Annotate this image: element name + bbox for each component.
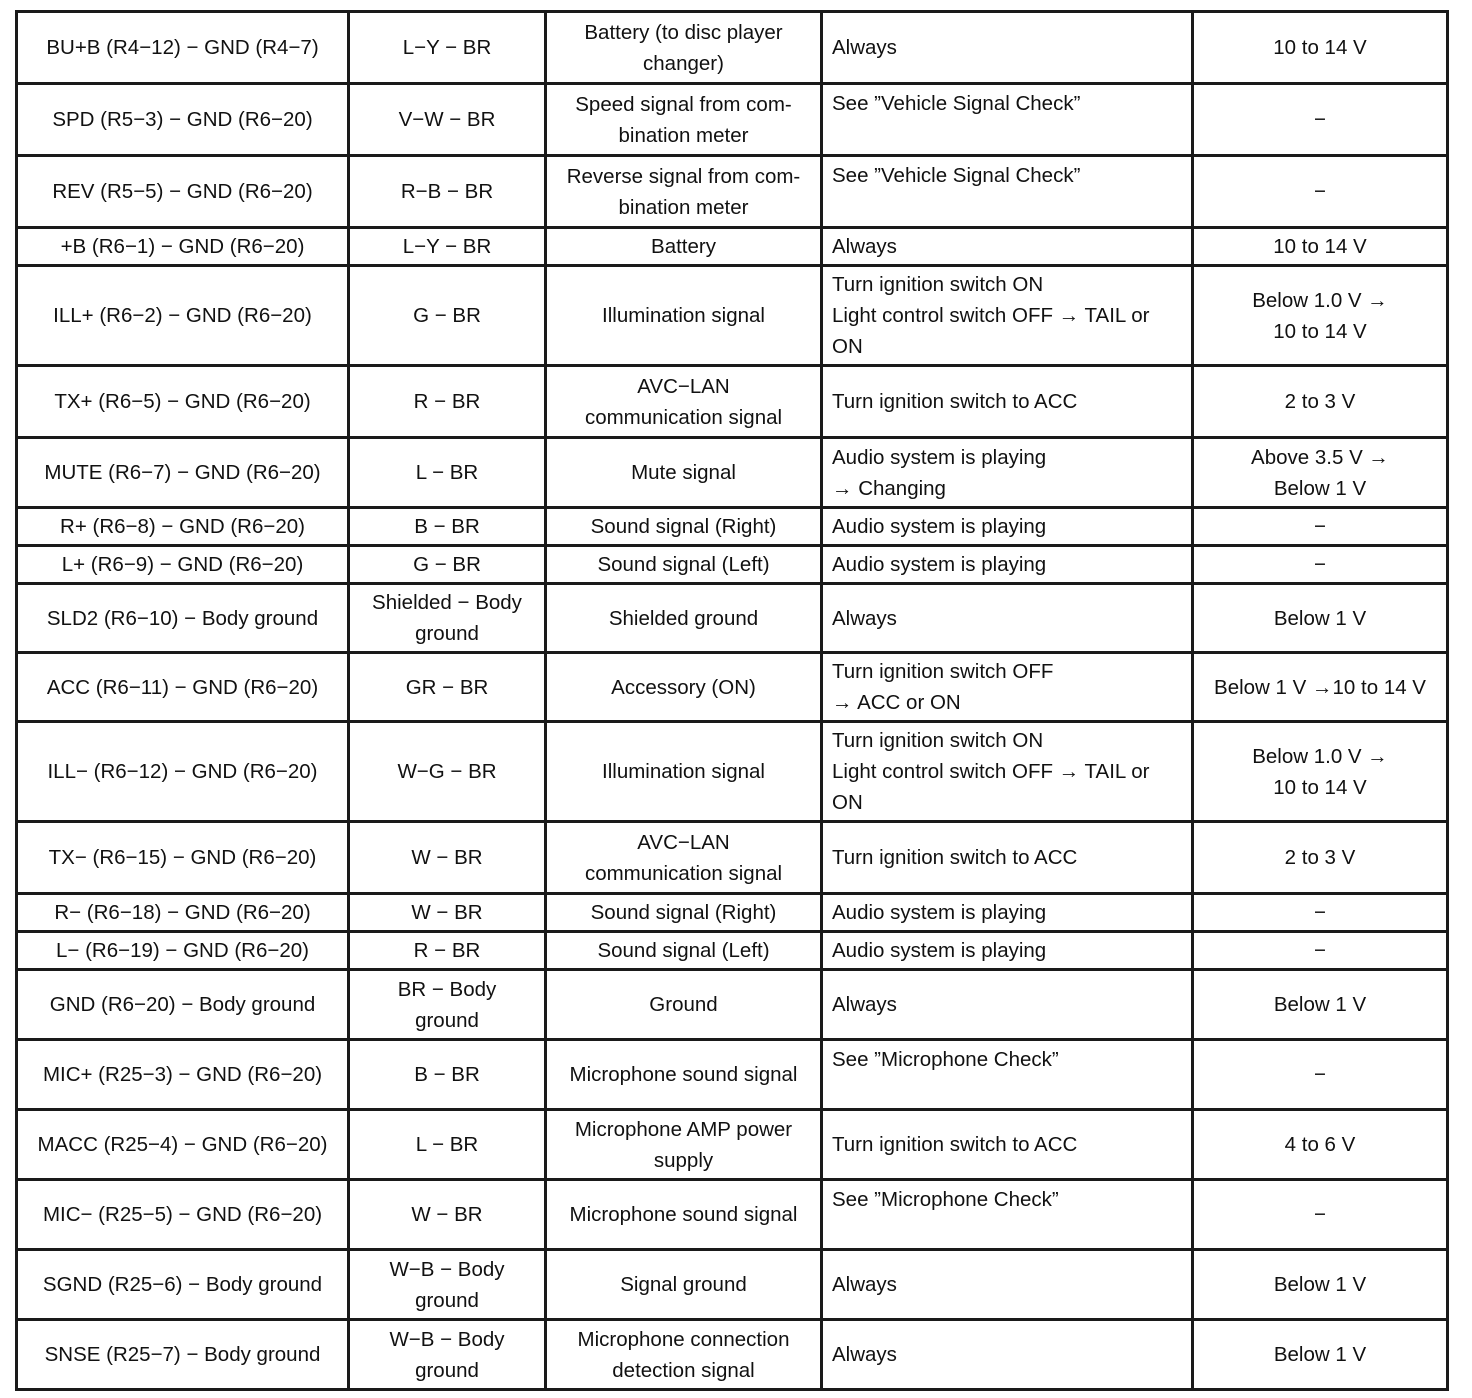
condition-cell: Turn ignition switch to ACC xyxy=(822,1110,1193,1180)
condition-cell: Turn ignition switch to ACC xyxy=(822,366,1193,438)
table-row xyxy=(17,1180,1448,1250)
terminal-cell: GND (R6−20) − Body ground xyxy=(17,970,349,1040)
terminal-cell: ILL− (R6−12) − GND (R6−20) xyxy=(17,722,349,822)
terminal-cell: BU+B (R4−12) − GND (R4−7) xyxy=(17,12,349,84)
table-row xyxy=(17,438,1448,508)
terminal-cell: SPD (R5−3) − GND (R6−20) xyxy=(17,84,349,156)
wire-color-cell: V−W − BR xyxy=(349,84,546,156)
terminal-table xyxy=(15,10,1449,1391)
terminal-cell: R− (R6−18) − GND (R6−20) xyxy=(17,894,349,932)
specification-cell: Below 1.0 V → 10 to 14 V xyxy=(1193,722,1448,822)
specification-cell: 10 to 14 V xyxy=(1193,228,1448,266)
specification-cell: − xyxy=(1193,156,1448,228)
wire-color-cell: GR − BR xyxy=(349,653,546,722)
terminal-cell: MUTE (R6−7) − GND (R6−20) xyxy=(17,438,349,508)
condition-cell: Turn ignition switch OFF → ACC or ON xyxy=(822,653,1193,722)
condition-cell: Always xyxy=(822,1320,1193,1390)
specification-cell: − xyxy=(1193,1180,1448,1250)
table-row xyxy=(17,970,1448,1040)
table-row xyxy=(17,1040,1448,1110)
description-cell: Sound signal (Left) xyxy=(546,932,822,970)
condition-cell: Always xyxy=(822,970,1193,1040)
terminal-cell: +B (R6−1) − GND (R6−20) xyxy=(17,228,349,266)
table-row xyxy=(17,84,1448,156)
description-cell: Illumination signal xyxy=(546,722,822,822)
description-cell: Accessory (ON) xyxy=(546,653,822,722)
table-row xyxy=(17,366,1448,438)
condition-cell: Turn ignition switch ON Light control switch OFF → TAIL or ON xyxy=(822,266,1193,366)
specification-cell: − xyxy=(1193,546,1448,584)
wire-color-cell: W−G − BR xyxy=(349,722,546,822)
wire-color-cell: W − BR xyxy=(349,822,546,894)
wire-color-cell: R−B − BR xyxy=(349,156,546,228)
table-row xyxy=(17,584,1448,653)
description-cell: Microphone sound signal xyxy=(546,1180,822,1250)
wire-color-cell: R − BR xyxy=(349,366,546,438)
specification-cell: − xyxy=(1193,84,1448,156)
specification-cell: Below 1 V xyxy=(1193,970,1448,1040)
table-row xyxy=(17,722,1448,822)
description-cell: Sound signal (Right) xyxy=(546,894,822,932)
description-cell: AVC−LAN communication signal xyxy=(546,366,822,438)
description-cell: Battery xyxy=(546,228,822,266)
specification-cell: − xyxy=(1193,1040,1448,1110)
description-cell: Illumination signal xyxy=(546,266,822,366)
condition-cell: Audio system is playing xyxy=(822,546,1193,584)
condition-cell: Always xyxy=(822,1250,1193,1320)
wire-color-cell: BR − Body ground xyxy=(349,970,546,1040)
table-row xyxy=(17,12,1448,84)
condition-cell: Always xyxy=(822,12,1193,84)
condition-cell: Audio system is playing → Changing xyxy=(822,438,1193,508)
specification-cell: − xyxy=(1193,894,1448,932)
wire-color-cell: L − BR xyxy=(349,1110,546,1180)
table-row xyxy=(17,653,1448,722)
description-cell: Sound signal (Right) xyxy=(546,508,822,546)
description-cell: AVC−LAN communication signal xyxy=(546,822,822,894)
condition-cell: See ”Vehicle Signal Check” xyxy=(822,84,1193,156)
terminal-cell: ACC (R6−11) − GND (R6−20) xyxy=(17,653,349,722)
specification-cell: − xyxy=(1193,932,1448,970)
description-cell: Battery (to disc player changer) xyxy=(546,12,822,84)
specification-cell: 2 to 3 V xyxy=(1193,366,1448,438)
terminal-cell: MIC+ (R25−3) − GND (R6−20) xyxy=(17,1040,349,1110)
specification-cell: − xyxy=(1193,508,1448,546)
terminal-cell: SGND (R25−6) − Body ground xyxy=(17,1250,349,1320)
table-row xyxy=(17,1320,1448,1390)
condition-cell: Turn ignition switch to ACC xyxy=(822,822,1193,894)
description-cell: Microphone AMP power supply xyxy=(546,1110,822,1180)
terminal-cell: L− (R6−19) − GND (R6−20) xyxy=(17,932,349,970)
wire-color-cell: B − BR xyxy=(349,1040,546,1110)
wire-color-cell: B − BR xyxy=(349,508,546,546)
condition-cell: Always xyxy=(822,584,1193,653)
condition-cell: See ”Vehicle Signal Check” xyxy=(822,156,1193,228)
description-cell: Microphone connection detection signal xyxy=(546,1320,822,1390)
table-row xyxy=(17,266,1448,366)
wire-color-cell: L − BR xyxy=(349,438,546,508)
specification-cell: Below 1.0 V → 10 to 14 V xyxy=(1193,266,1448,366)
description-cell: Reverse signal from com- bination meter xyxy=(546,156,822,228)
condition-cell: Audio system is playing xyxy=(822,508,1193,546)
terminal-table-body xyxy=(17,12,1448,1390)
terminal-cell: TX+ (R6−5) − GND (R6−20) xyxy=(17,366,349,438)
wire-color-cell: W−B − Body ground xyxy=(349,1250,546,1320)
condition-cell: Audio system is playing xyxy=(822,894,1193,932)
wire-color-cell: Shielded − Body ground xyxy=(349,584,546,653)
terminal-cell: ILL+ (R6−2) − GND (R6−20) xyxy=(17,266,349,366)
wire-color-cell: G − BR xyxy=(349,266,546,366)
terminal-cell: MIC− (R25−5) − GND (R6−20) xyxy=(17,1180,349,1250)
table-row xyxy=(17,508,1448,546)
description-cell: Microphone sound signal xyxy=(546,1040,822,1110)
specification-cell: Below 1 V xyxy=(1193,1320,1448,1390)
table-row xyxy=(17,1250,1448,1320)
description-cell: Ground xyxy=(546,970,822,1040)
wire-color-cell: L−Y − BR xyxy=(349,12,546,84)
specification-cell: Below 1 V xyxy=(1193,584,1448,653)
description-cell: Signal ground xyxy=(546,1250,822,1320)
terminal-cell: SLD2 (R6−10) − Body ground xyxy=(17,584,349,653)
wire-color-cell: W−B − Body ground xyxy=(349,1320,546,1390)
wire-color-cell: G − BR xyxy=(349,546,546,584)
condition-cell: See ”Microphone Check” xyxy=(822,1180,1193,1250)
table-row xyxy=(17,546,1448,584)
wire-color-cell: W − BR xyxy=(349,894,546,932)
table-row xyxy=(17,822,1448,894)
table-row xyxy=(17,228,1448,266)
terminal-cell: R+ (R6−8) − GND (R6−20) xyxy=(17,508,349,546)
table-row xyxy=(17,156,1448,228)
wire-color-cell: R − BR xyxy=(349,932,546,970)
condition-cell: See ”Microphone Check” xyxy=(822,1040,1193,1110)
table-row xyxy=(17,932,1448,970)
table-row xyxy=(17,1110,1448,1180)
description-cell: Sound signal (Left) xyxy=(546,546,822,584)
wire-color-cell: W − BR xyxy=(349,1180,546,1250)
terminal-spec-sheet xyxy=(15,10,1449,1391)
condition-cell: Always xyxy=(822,228,1193,266)
terminal-cell: L+ (R6−9) − GND (R6−20) xyxy=(17,546,349,584)
specification-cell: 10 to 14 V xyxy=(1193,12,1448,84)
table-row xyxy=(17,894,1448,932)
condition-cell: Audio system is playing xyxy=(822,932,1193,970)
specification-cell: Above 3.5 V → Below 1 V xyxy=(1193,438,1448,508)
specification-cell: Below 1 V xyxy=(1193,1250,1448,1320)
condition-cell: Turn ignition switch ON Light control switch OFF → TAIL or ON xyxy=(822,722,1193,822)
specification-cell: 4 to 6 V xyxy=(1193,1110,1448,1180)
terminal-cell: TX− (R6−15) − GND (R6−20) xyxy=(17,822,349,894)
terminal-cell: SNSE (R25−7) − Body ground xyxy=(17,1320,349,1390)
terminal-cell: REV (R5−5) − GND (R6−20) xyxy=(17,156,349,228)
specification-cell: Below 1 V →10 to 14 V xyxy=(1193,653,1448,722)
terminal-cell: MACC (R25−4) − GND (R6−20) xyxy=(17,1110,349,1180)
description-cell: Speed signal from com- bination meter xyxy=(546,84,822,156)
specification-cell: 2 to 3 V xyxy=(1193,822,1448,894)
wire-color-cell: L−Y − BR xyxy=(349,228,546,266)
description-cell: Mute signal xyxy=(546,438,822,508)
description-cell: Shielded ground xyxy=(546,584,822,653)
